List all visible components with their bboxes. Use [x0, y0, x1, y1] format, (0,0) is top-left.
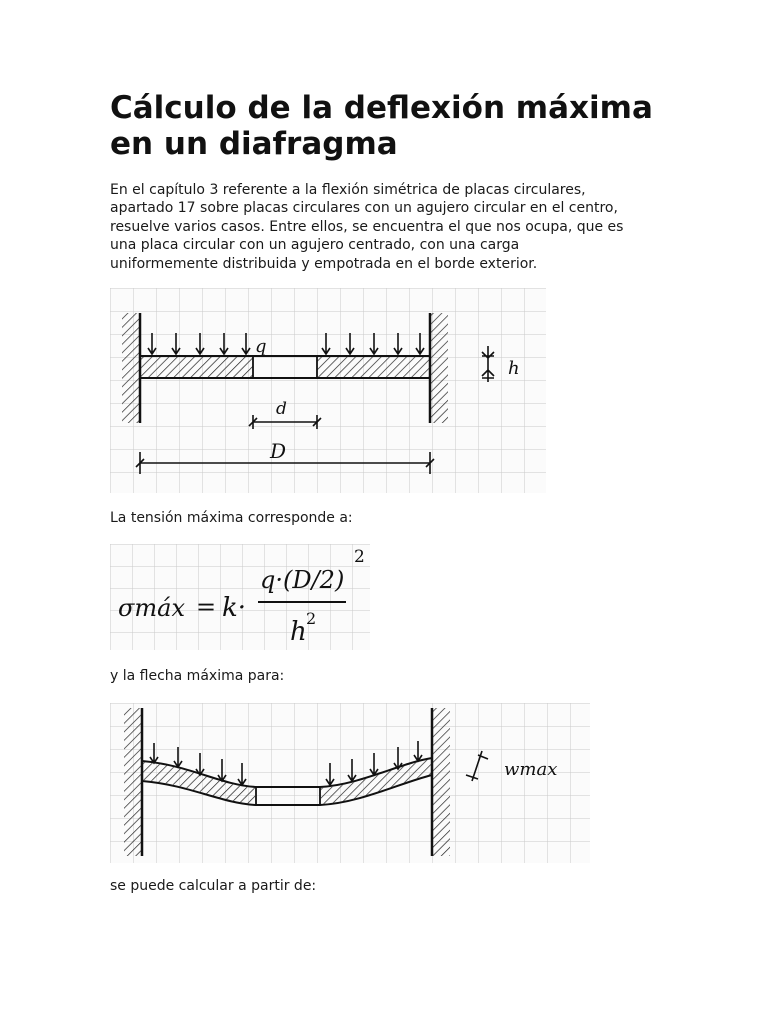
caption-deflection: y la flecha máxima para: — [110, 668, 285, 684]
formula-exponent: 2 — [354, 547, 365, 567]
right-wall — [432, 708, 450, 856]
formula-den-exponent: 2 — [306, 609, 317, 628]
hole-label: d — [276, 399, 287, 419]
intro-paragraph: En el capítulo 3 referente a la flexión simétrica de placas circulares, apartado 17 sobre placas circulares con un agujero circular en el centro, resuelve varios casos. Entre ellos, se encuentra el que nos ocupa, que es una placa circular con un agujero centrado, con una carga uniformemente distribuida y empotrada en el borde exterior. — [110, 182, 624, 272]
left-wall — [122, 313, 140, 423]
stress-formula — [110, 544, 370, 650]
thickness-label: h — [508, 358, 520, 379]
left-wall — [124, 708, 142, 856]
load-label: q — [255, 336, 267, 357]
plate-diagram — [110, 288, 546, 493]
wmax-label: wmax — [504, 759, 558, 780]
formula-lhs: σmáx — [118, 594, 185, 622]
formula-denominator: h — [290, 617, 307, 647]
deflection-diagram — [110, 703, 590, 863]
caption-calc: se puede calcular a partir de: — [110, 878, 317, 894]
formula-equals: = — [196, 593, 217, 621]
formula-numerator: q·(D/2) — [260, 566, 345, 594]
diameter-label: D — [270, 439, 287, 463]
formula-coef: k· — [222, 593, 247, 623]
caption-stress: La tensión máxima corresponde a: — [110, 510, 353, 526]
page-title: Cálculo de la deflexión máxima en un diafragma — [110, 90, 653, 162]
right-wall — [430, 313, 448, 423]
